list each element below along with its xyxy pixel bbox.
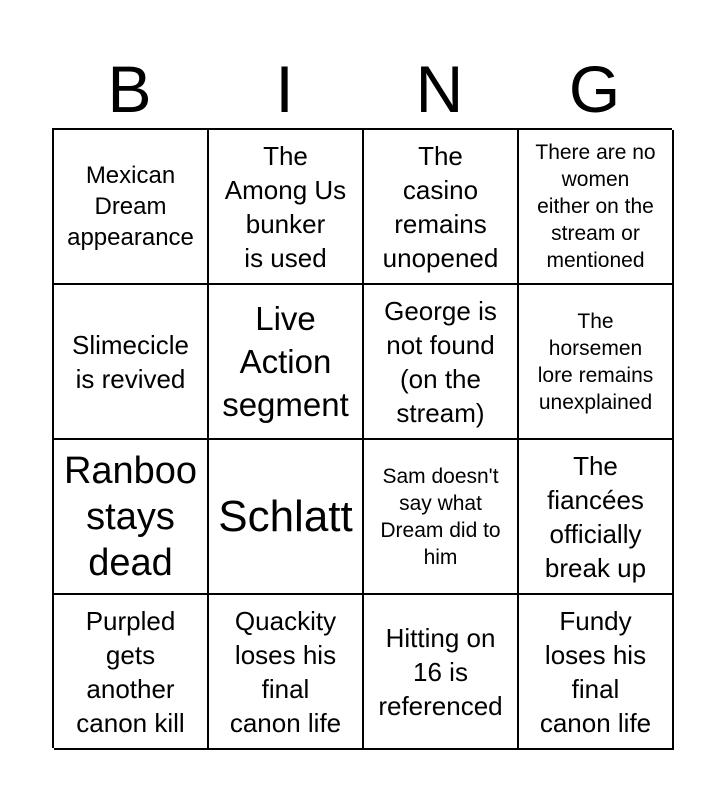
bingo-cell-text: Fundy loses his final canon life [539, 605, 652, 738]
bingo-cell-text: Mexican Dream appearance [67, 162, 194, 251]
bingo-cell[interactable] [209, 285, 364, 440]
bingo-cell-text: The Among Us bunker is used [224, 140, 347, 273]
header-letter-g: G [568, 52, 621, 126]
bingo-cell-text: There are no women either on the stream or mentioned [535, 141, 656, 272]
header-letter-i: I [275, 52, 294, 126]
bingo-cell[interactable] [519, 285, 674, 440]
bingo-cell-text: George is not found (on the stream) [384, 295, 497, 428]
bingo-cell[interactable] [519, 595, 674, 750]
bingo-cell[interactable] [209, 130, 364, 285]
bingo-cell[interactable] [54, 440, 209, 595]
bingo-cell-text: Hitting on 16 is referenced [378, 622, 503, 721]
bingo-header [52, 50, 672, 128]
bingo-cell-text: Sam doesn't say what Dream did to him [380, 464, 501, 569]
header-letter-n: N [415, 52, 464, 126]
bingo-board [52, 128, 672, 748]
bingo-cell[interactable] [519, 440, 674, 595]
bingo-cell[interactable] [519, 130, 674, 285]
bingo-cell-text: The fiancées officially break up [544, 450, 647, 583]
bingo-cell[interactable] [54, 130, 209, 285]
bingo-cell[interactable] [209, 440, 364, 595]
bingo-cell-text: Live Action segment [222, 300, 349, 423]
bingo-cell-text: The horsemen lore remains unexplained [537, 309, 654, 414]
bingo-cell[interactable] [209, 595, 364, 750]
bingo-cell[interactable] [364, 130, 519, 285]
header-letter-b: B [107, 52, 152, 126]
bingo-cell-text: Quackity loses his final canon life [229, 605, 342, 738]
bingo-cell[interactable] [54, 595, 209, 750]
bingo-cell[interactable] [364, 440, 519, 595]
bingo-cell[interactable] [364, 595, 519, 750]
bingo-cell-text: Slimecicle is revived [71, 329, 190, 394]
bingo-cell-text: Schlatt [218, 491, 353, 541]
bingo-cell-text: Purpled gets another canon kill [76, 605, 185, 738]
bingo-cell-text: The casino remains unopened [382, 140, 499, 273]
bingo-cell[interactable] [364, 285, 519, 440]
bingo-cell[interactable] [54, 285, 209, 440]
bingo-cell-text: Ranboo stays dead [63, 449, 198, 584]
